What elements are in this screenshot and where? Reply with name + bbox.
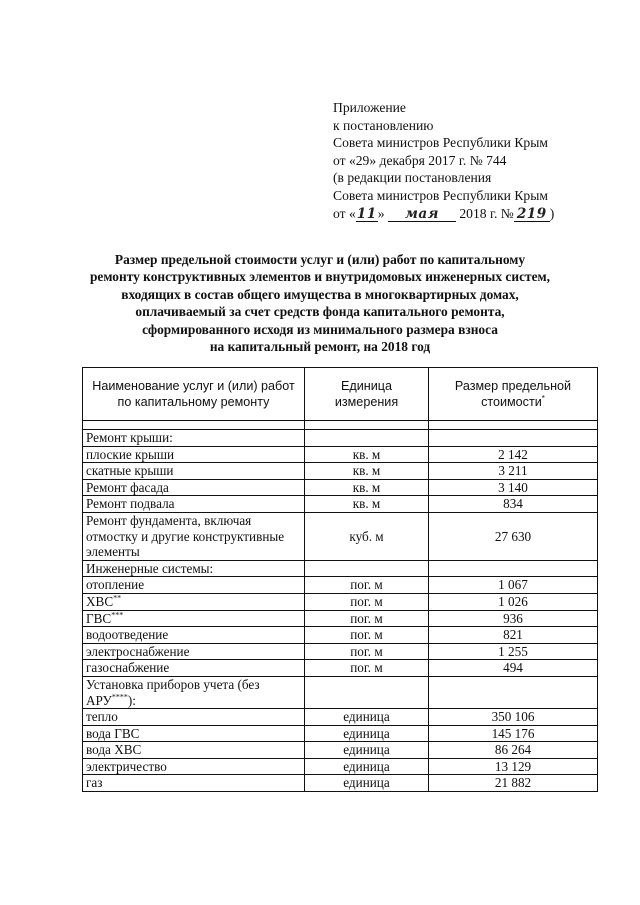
table-row [83,577,598,594]
row-value: 86 264 [429,742,598,759]
row-unit [305,430,429,447]
row-name [83,676,305,708]
header-cost [429,368,598,421]
row-name: газоснабжение [83,660,305,677]
row-unit: единица [305,725,429,742]
table-header-row [83,368,598,421]
table-row [83,742,598,759]
row-unit: единица [305,758,429,775]
appendix-block [333,99,623,222]
handwritten-number: 219 [514,207,550,222]
appendix-line: к постановлению [333,117,434,133]
row-unit: кв. м [305,463,429,480]
row-value: 13 129 [429,758,598,775]
row-name: вода ГВС [83,725,305,742]
row-value: 350 106 [429,709,598,726]
signature-suffix: ) [549,205,555,221]
table-row [83,446,598,463]
row-value: 821 [429,627,598,644]
header-unit: Единица измерения [305,368,429,421]
footnote-mark: *** [111,610,124,620]
title-line: Размер предельной стоимости услуг и (или) работ по капитальному [114,252,526,267]
title-line: ремонту конструктивных элементов и внутридомовых инженерных систем, [89,269,551,285]
row-unit [305,560,429,577]
row-name: электричество [83,758,305,775]
row-value: 1 255 [429,643,598,660]
row-name: газ [83,775,305,792]
row-name: водоотведение [83,627,305,644]
table-row [83,775,598,792]
row-value: 145 176 [429,725,598,742]
header-cost-label: Размер предельной стоимости [454,379,572,409]
table-row [83,560,598,577]
row-name: скатные крыши [83,463,305,480]
row-value [429,430,598,447]
table-row [83,709,598,726]
row-unit: куб. м [305,512,429,560]
table-row [83,660,598,677]
title-line: оплачиваемый за счет средств фонда капитального ремонта, [135,304,505,320]
table-row [83,758,598,775]
footnote-mark: **** [111,692,128,702]
table-row [83,496,598,513]
row-value: 3 211 [429,463,598,480]
row-name [83,610,305,627]
title-line: сформированного исходя из минимального размера взноса [142,321,498,337]
row-value [429,560,598,577]
row-unit: единица [305,709,429,726]
row-name: плоские крыши [83,446,305,463]
services-table [82,367,598,792]
appendix-line: Приложение [333,100,406,115]
table-row [83,610,598,627]
row-name: отопление [83,577,305,594]
table-row [83,430,598,447]
row-unit: пог. м [305,593,429,610]
handwritten-month: мая [388,207,456,222]
row-name [83,593,305,610]
signature-year: 2018 г. № [459,205,514,221]
table-row [83,463,598,480]
table-row [83,676,598,708]
title-line: на капитальный ремонт, на 2018 год [209,339,431,355]
header-cost-mark: * [541,393,545,403]
table-row [83,643,598,660]
row-unit [305,676,429,708]
handwritten-day: 11 [356,205,377,222]
row-name: вода ХВС [83,742,305,759]
row-unit: пог. м [305,577,429,594]
row-value: 27 630 [429,512,598,560]
row-name-tail: ): [127,692,136,708]
appendix-line: (в редакции постановления [333,170,492,186]
row-unit: пог. м [305,610,429,627]
row-name-text: ГВС [86,610,112,626]
row-name: тепло [83,709,305,726]
table-spacer-row [83,421,598,430]
row-value: 494 [429,660,598,677]
table-row [83,627,598,644]
row-name: Инженерные системы: [83,560,305,577]
row-value: 1 067 [429,577,598,594]
row-name: Ремонт подвала [83,496,305,513]
row-unit: единица [305,742,429,759]
row-unit: пог. м [305,643,429,660]
row-value: 1 026 [429,593,598,610]
row-unit: пог. м [305,627,429,644]
row-name: электроснабжение [83,643,305,660]
table-row [83,725,598,742]
table-row [83,593,598,610]
row-value: 2 142 [429,446,598,463]
row-name-text: Установка приборов учета (без АРУ [86,676,260,708]
footnote-mark: ** [113,593,122,603]
row-name: Ремонт фундамента, включая отмостку и другие конструктивные элементы [83,512,305,560]
signature-prefix: от « [333,205,356,221]
header-name: Наименование услуг и (или) работ по капитальному ремонту [83,368,305,421]
row-name: Ремонт крыши: [83,430,305,447]
appendix-line: Совета министров Республики Крым [333,135,548,151]
row-value: 834 [429,496,598,513]
document-title [60,251,580,355]
row-unit: кв. м [305,446,429,463]
row-value: 936 [429,610,598,627]
row-unit: пог. м [305,660,429,677]
row-value: 21 882 [429,775,598,792]
row-unit: кв. м [305,496,429,513]
table-row [83,479,598,496]
row-value [429,676,598,708]
signature-line [333,205,623,223]
row-unit: кв. м [305,479,429,496]
appendix-line: от «29» декабря 2017 г. № 744 [333,152,507,168]
row-unit: единица [305,775,429,792]
title-line: входящих в состав общего имущества в многоквартирных домах, [121,286,519,302]
signature-mid: » [377,205,385,221]
row-name-text: ХВС [86,593,114,609]
table-row [83,512,598,560]
row-value: 3 140 [429,479,598,496]
appendix-line: Совета министров Республики Крым [333,187,548,203]
row-name: Ремонт фасада [83,479,305,496]
